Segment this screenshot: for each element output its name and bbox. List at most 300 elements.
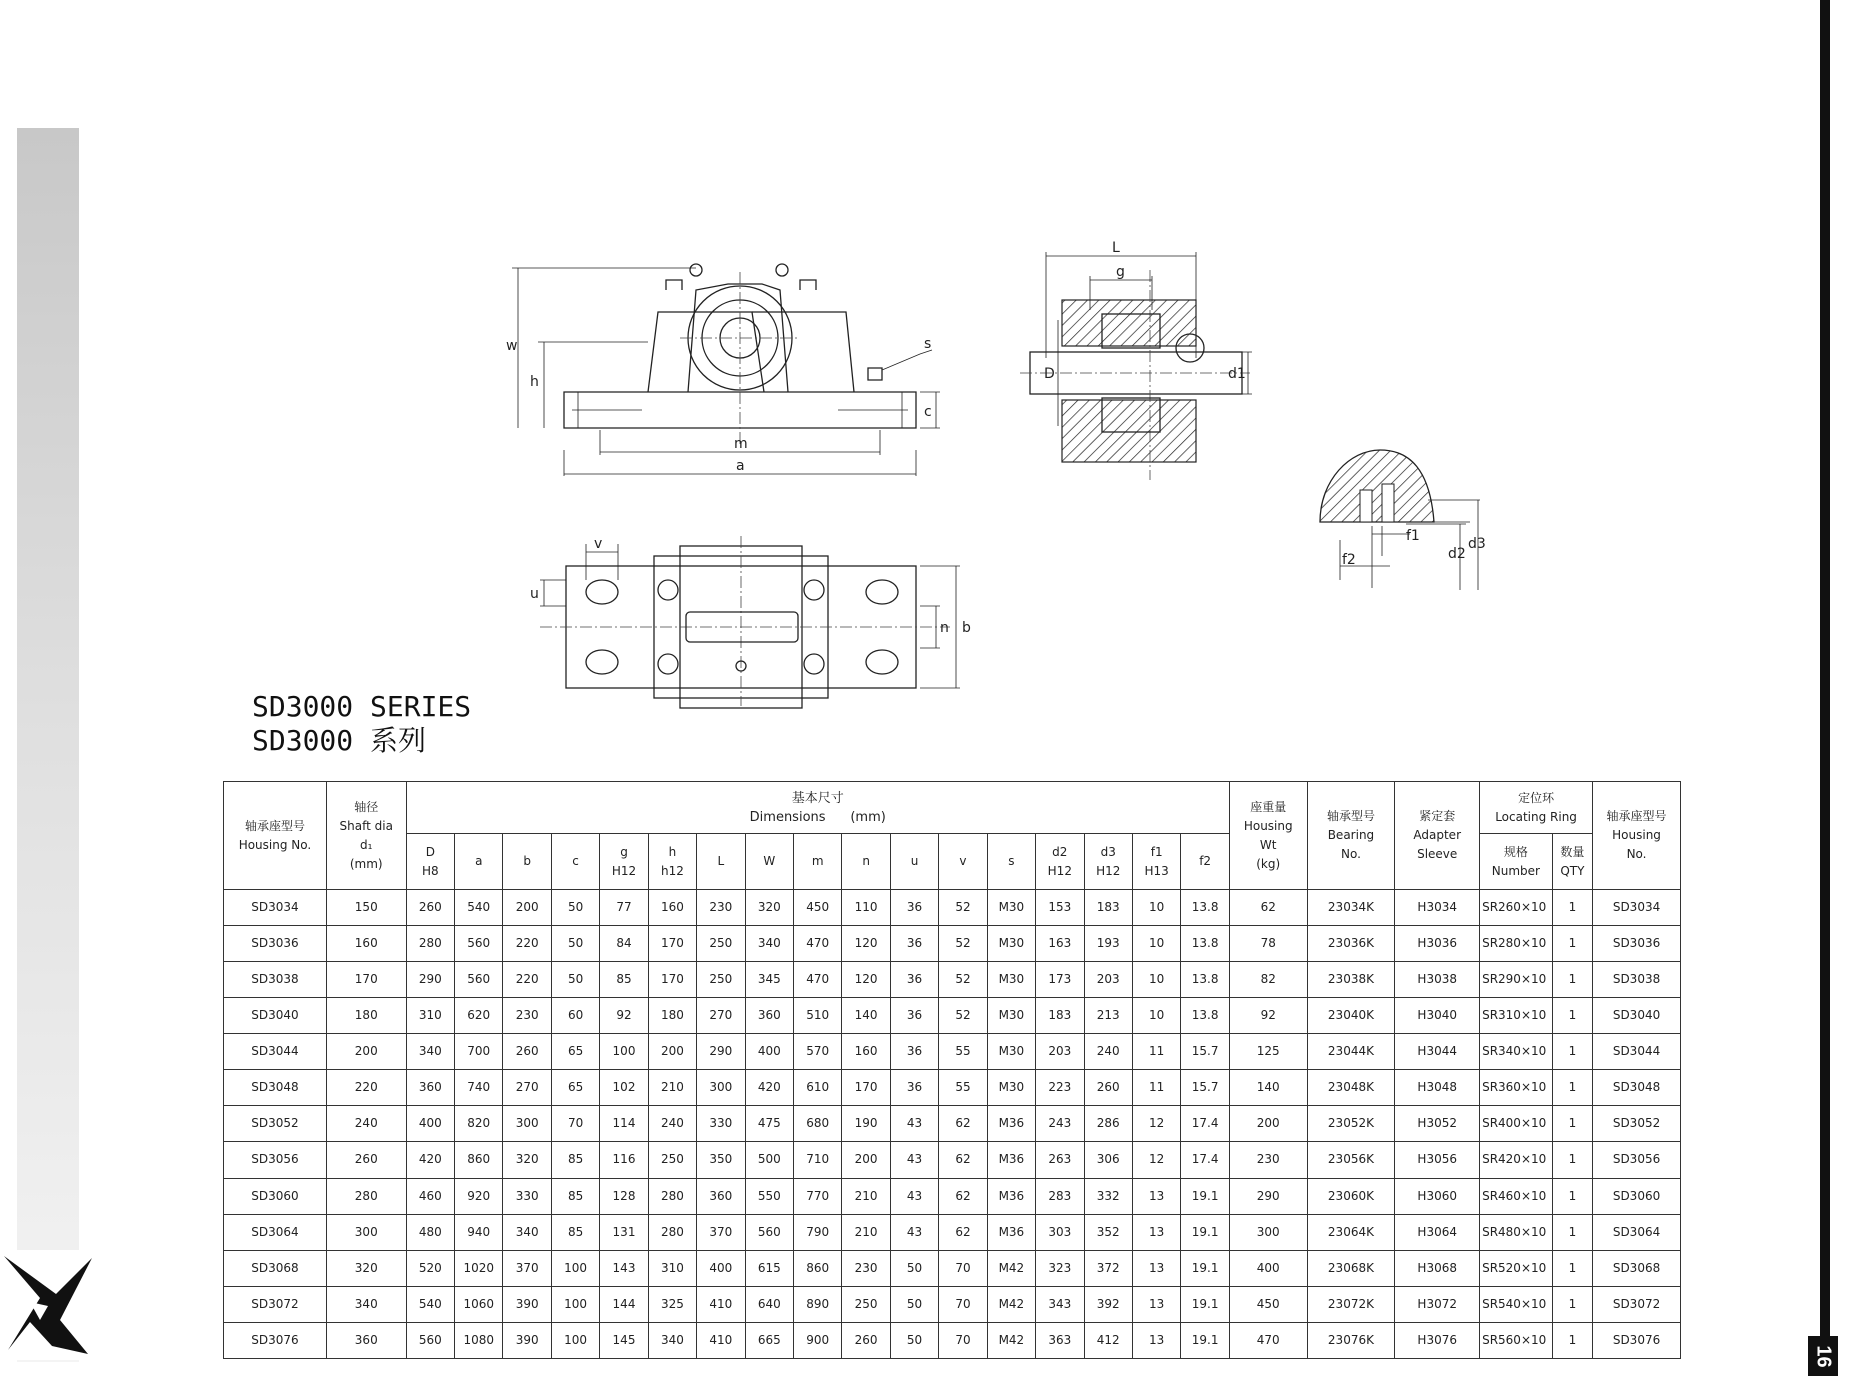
table-cell: 62 xyxy=(939,1178,987,1214)
table-cell: 290 xyxy=(1229,1178,1307,1214)
table-cell: 560 xyxy=(745,1214,793,1250)
table-cell: 290 xyxy=(406,962,454,998)
table-cell: SD3060 xyxy=(224,1178,327,1214)
table-cell: 250 xyxy=(648,1142,696,1178)
header-dim-l: L xyxy=(697,834,745,890)
table-cell: 220 xyxy=(326,1070,406,1106)
table-cell: SD3044 xyxy=(1593,1034,1681,1070)
dim-label-f1: f1 xyxy=(1406,528,1420,544)
table-cell: 1 xyxy=(1552,1250,1592,1286)
table-cell: 120 xyxy=(842,926,890,962)
table-cell: 13 xyxy=(1132,1322,1180,1358)
table-cell: 330 xyxy=(503,1178,551,1214)
table-cell: H3072 xyxy=(1395,1286,1480,1322)
table-cell: M30 xyxy=(987,890,1035,926)
table-cell: 900 xyxy=(793,1322,841,1358)
table-cell: 200 xyxy=(326,1034,406,1070)
table-cell: 23064K xyxy=(1307,1214,1395,1250)
table-cell: 230 xyxy=(697,890,745,926)
table-cell: 200 xyxy=(1229,1106,1307,1142)
dim-label-h: h xyxy=(530,374,539,390)
table-cell: 62 xyxy=(939,1142,987,1178)
table-cell: 220 xyxy=(503,962,551,998)
table-cell: 1 xyxy=(1552,1178,1592,1214)
table-cell: 120 xyxy=(842,962,890,998)
series-title-en: SD3000 SERIES xyxy=(252,690,472,723)
table-cell: 665 xyxy=(745,1322,793,1358)
table-cell: 230 xyxy=(503,998,551,1034)
table-cell: SD3068 xyxy=(224,1250,327,1286)
table-cell: 36 xyxy=(890,1034,938,1070)
table-cell: SD3056 xyxy=(224,1142,327,1178)
table-cell: SD3038 xyxy=(1593,962,1681,998)
table-cell: 13.8 xyxy=(1181,926,1230,962)
table-cell: 310 xyxy=(406,998,454,1034)
table-cell: 352 xyxy=(1084,1214,1132,1250)
table-cell: 15.7 xyxy=(1181,1070,1230,1106)
table-cell: 163 xyxy=(1036,926,1084,962)
table-cell: 143 xyxy=(600,1250,648,1286)
table-cell: 340 xyxy=(326,1286,406,1322)
table-cell: 170 xyxy=(842,1070,890,1106)
table-cell: 23038K xyxy=(1307,962,1395,998)
dim-label-b: b xyxy=(962,620,971,636)
table-cell: 570 xyxy=(793,1034,841,1070)
table-cell: 52 xyxy=(939,998,987,1034)
table-cell: 85 xyxy=(600,962,648,998)
table-cell: SD3060 xyxy=(1593,1178,1681,1214)
table-cell: 790 xyxy=(793,1214,841,1250)
table-cell: SR400×10 xyxy=(1480,1106,1553,1142)
table-cell: 13 xyxy=(1132,1250,1180,1286)
table-cell: 55 xyxy=(939,1070,987,1106)
table-cell: 363 xyxy=(1036,1322,1084,1358)
table-cell: 70 xyxy=(551,1106,599,1142)
table-cell: 12 xyxy=(1132,1142,1180,1178)
header-dimensions: 基本尺寸 Dimensions (mm) xyxy=(406,782,1229,834)
table-cell: 450 xyxy=(1229,1286,1307,1322)
table-cell: SD3072 xyxy=(1593,1286,1681,1322)
front-view-drawing xyxy=(500,250,940,490)
header-dim-f2: f2 xyxy=(1181,834,1230,890)
table-cell: 283 xyxy=(1036,1178,1084,1214)
table-cell: 392 xyxy=(1084,1286,1132,1322)
table-cell: 250 xyxy=(842,1286,890,1322)
header-dim-g: g H12 xyxy=(600,834,648,890)
plan-view-drawing xyxy=(530,530,990,710)
table-cell: 62 xyxy=(939,1106,987,1142)
table-cell: 50 xyxy=(890,1286,938,1322)
table-cell: SD3052 xyxy=(1593,1106,1681,1142)
table-cell: 520 xyxy=(406,1250,454,1286)
table-cell: 1 xyxy=(1552,962,1592,998)
table-cell: 36 xyxy=(890,1070,938,1106)
table-cell: 1080 xyxy=(455,1322,503,1358)
table-cell: 320 xyxy=(326,1250,406,1286)
table-cell: 50 xyxy=(890,1250,938,1286)
table-cell: 62 xyxy=(939,1214,987,1250)
table-cell: SD3064 xyxy=(224,1214,327,1250)
header-adapter-sleeve: 紧定套 Adapter Sleeve xyxy=(1395,782,1480,890)
dim-label-g: g xyxy=(1116,264,1125,280)
table-cell: SD3048 xyxy=(1593,1070,1681,1106)
table-cell: 615 xyxy=(745,1250,793,1286)
table-cell: 470 xyxy=(1229,1322,1307,1358)
table-cell: H3068 xyxy=(1395,1250,1480,1286)
table-cell: 65 xyxy=(551,1070,599,1106)
table-cell: 23048K xyxy=(1307,1070,1395,1106)
table-cell: 540 xyxy=(455,890,503,926)
dim-label-D: D xyxy=(1044,366,1055,382)
table-cell: 330 xyxy=(697,1106,745,1142)
table-cell: 19.1 xyxy=(1181,1178,1230,1214)
dim-label-a: a xyxy=(736,458,745,474)
table-cell: 320 xyxy=(503,1142,551,1178)
table-cell: SR480×10 xyxy=(1480,1214,1553,1250)
table-cell: 240 xyxy=(326,1106,406,1142)
table-row xyxy=(224,1286,1681,1322)
table-cell: 43 xyxy=(890,1142,938,1178)
table-cell: 23036K xyxy=(1307,926,1395,962)
table-cell: 510 xyxy=(793,998,841,1034)
table-cell: 92 xyxy=(600,998,648,1034)
table-cell: 128 xyxy=(600,1178,648,1214)
header-shaft-dia: 轴径 Shaft dia d₁ (mm) xyxy=(326,782,406,890)
table-cell: 890 xyxy=(793,1286,841,1322)
table-cell: SR420×10 xyxy=(1480,1142,1553,1178)
table-cell: 770 xyxy=(793,1178,841,1214)
table-cell: 400 xyxy=(697,1250,745,1286)
table-cell: 345 xyxy=(745,962,793,998)
table-cell: H3036 xyxy=(1395,926,1480,962)
table-cell: 860 xyxy=(793,1250,841,1286)
table-cell: 17.4 xyxy=(1181,1142,1230,1178)
table-cell: 11 xyxy=(1132,1070,1180,1106)
table-cell: 306 xyxy=(1084,1142,1132,1178)
table-cell: 210 xyxy=(842,1214,890,1250)
table-cell: 560 xyxy=(455,926,503,962)
table-cell: 230 xyxy=(842,1250,890,1286)
table-cell: 300 xyxy=(326,1214,406,1250)
header-dim-d3: d3 H12 xyxy=(1084,834,1132,890)
table-cell: 210 xyxy=(648,1070,696,1106)
table-cell: 940 xyxy=(455,1214,503,1250)
table-cell: 17.4 xyxy=(1181,1106,1230,1142)
table-cell: 1 xyxy=(1552,1034,1592,1070)
table-cell: 60 xyxy=(551,998,599,1034)
table-cell: 190 xyxy=(842,1106,890,1142)
table-cell: H3038 xyxy=(1395,962,1480,998)
table-cell: 183 xyxy=(1084,890,1132,926)
header-dim-h: h h12 xyxy=(648,834,696,890)
table-cell: 1 xyxy=(1552,890,1592,926)
table-cell: 360 xyxy=(745,998,793,1034)
table-cell: 116 xyxy=(600,1142,648,1178)
dim-label-u: u xyxy=(530,586,539,602)
table-cell: 23040K xyxy=(1307,998,1395,1034)
header-locating-ring: 定位环 Locating Ring xyxy=(1480,782,1593,834)
table-cell: 1 xyxy=(1552,1214,1592,1250)
table-cell: 550 xyxy=(745,1178,793,1214)
table-cell: 180 xyxy=(648,998,696,1034)
table-cell: 78 xyxy=(1229,926,1307,962)
table-cell: 400 xyxy=(1229,1250,1307,1286)
table-cell: 52 xyxy=(939,926,987,962)
table-cell: 412 xyxy=(1084,1322,1132,1358)
table-cell: 85 xyxy=(551,1214,599,1250)
table-cell: 19.1 xyxy=(1181,1286,1230,1322)
table-cell: 50 xyxy=(551,926,599,962)
header-housing-weight: 座重量 Housing Wt (kg) xyxy=(1229,782,1307,890)
table-cell: 85 xyxy=(551,1178,599,1214)
header-dim-n: n xyxy=(842,834,890,890)
table-cell: 480 xyxy=(406,1214,454,1250)
table-cell: 470 xyxy=(793,926,841,962)
table-cell: 280 xyxy=(648,1214,696,1250)
table-cell: SR260×10 xyxy=(1480,890,1553,926)
table-cell: SD3040 xyxy=(224,998,327,1034)
brand-logo-icon xyxy=(0,1250,95,1360)
table-cell: 303 xyxy=(1036,1214,1084,1250)
table-cell: 160 xyxy=(326,926,406,962)
table-cell: 36 xyxy=(890,926,938,962)
table-cell: SD3048 xyxy=(224,1070,327,1106)
table-cell: 10 xyxy=(1132,962,1180,998)
header-dim-v: v xyxy=(939,834,987,890)
table-row xyxy=(224,1250,1681,1286)
table-cell: 13 xyxy=(1132,1178,1180,1214)
table-cell: 260 xyxy=(842,1322,890,1358)
table-row xyxy=(224,1034,1681,1070)
table-row xyxy=(224,962,1681,998)
table-cell: 13.8 xyxy=(1181,998,1230,1034)
table-cell: 223 xyxy=(1036,1070,1084,1106)
table-cell: 145 xyxy=(600,1322,648,1358)
table-cell: 65 xyxy=(551,1034,599,1070)
table-cell: 340 xyxy=(745,926,793,962)
table-cell: 13.8 xyxy=(1181,890,1230,926)
table-cell: 1 xyxy=(1552,926,1592,962)
table-cell: SD3036 xyxy=(224,926,327,962)
table-cell: 270 xyxy=(503,1070,551,1106)
table-cell: 23052K xyxy=(1307,1106,1395,1142)
table-cell: 220 xyxy=(503,926,551,962)
table-cell: 560 xyxy=(455,962,503,998)
table-cell: 680 xyxy=(793,1106,841,1142)
table-cell: SR520×10 xyxy=(1480,1250,1553,1286)
table-cell: 180 xyxy=(326,998,406,1034)
table-cell: SD3056 xyxy=(1593,1142,1681,1178)
header-housing-no-right: 轴承座型号 Housing No. xyxy=(1593,782,1681,890)
table-cell: 102 xyxy=(600,1070,648,1106)
table-cell: 270 xyxy=(697,998,745,1034)
table-cell: 390 xyxy=(503,1322,551,1358)
table-cell: 372 xyxy=(1084,1250,1132,1286)
header-dim-m: m xyxy=(793,834,841,890)
table-cell: 52 xyxy=(939,890,987,926)
table-cell: 240 xyxy=(1084,1034,1132,1070)
header-bearing-no: 轴承型号 Bearing No. xyxy=(1307,782,1395,890)
table-cell: SR360×10 xyxy=(1480,1070,1553,1106)
dim-label-w: w xyxy=(506,338,518,354)
header-dim-u: u xyxy=(890,834,938,890)
table-cell: 150 xyxy=(326,890,406,926)
table-cell: 13 xyxy=(1132,1286,1180,1322)
table-cell: 300 xyxy=(503,1106,551,1142)
table-cell: 50 xyxy=(551,962,599,998)
table-cell: 920 xyxy=(455,1178,503,1214)
table-cell: 43 xyxy=(890,1106,938,1142)
table-cell: 243 xyxy=(1036,1106,1084,1142)
table-cell: 280 xyxy=(648,1178,696,1214)
table-cell: SD3036 xyxy=(1593,926,1681,962)
table-cell: 213 xyxy=(1084,998,1132,1034)
table-cell: M30 xyxy=(987,1070,1035,1106)
sidebar-band xyxy=(17,128,79,1362)
table-row xyxy=(224,1142,1681,1178)
table-cell: 470 xyxy=(793,962,841,998)
table-cell: 1060 xyxy=(455,1286,503,1322)
series-title xyxy=(252,690,471,758)
header-ring-number: 规格 Number xyxy=(1480,834,1553,890)
table-cell: 390 xyxy=(503,1286,551,1322)
table-cell: M36 xyxy=(987,1178,1035,1214)
table-cell: 77 xyxy=(600,890,648,926)
table-cell: 23056K xyxy=(1307,1142,1395,1178)
table-cell: 332 xyxy=(1084,1178,1132,1214)
header-dim-d2: d2 H12 xyxy=(1036,834,1084,890)
table-cell: 420 xyxy=(406,1142,454,1178)
table-cell: 320 xyxy=(745,890,793,926)
table-cell: SD3076 xyxy=(1593,1322,1681,1358)
spec-table xyxy=(223,781,1681,1359)
table-cell: 43 xyxy=(890,1214,938,1250)
table-cell: 260 xyxy=(1084,1070,1132,1106)
table-cell: 340 xyxy=(503,1214,551,1250)
table-cell: 12 xyxy=(1132,1106,1180,1142)
dim-label-s: s xyxy=(924,336,932,352)
table-cell: 286 xyxy=(1084,1106,1132,1142)
table-cell: 860 xyxy=(455,1142,503,1178)
table-cell: 43 xyxy=(890,1178,938,1214)
table-cell: 1 xyxy=(1552,1070,1592,1106)
table-cell: 160 xyxy=(842,1034,890,1070)
table-cell: 55 xyxy=(939,1034,987,1070)
table-cell: 36 xyxy=(890,998,938,1034)
table-cell: 170 xyxy=(648,962,696,998)
table-cell: 131 xyxy=(600,1214,648,1250)
table-cell: 1 xyxy=(1552,1322,1592,1358)
table-cell: 500 xyxy=(745,1142,793,1178)
table-cell: 700 xyxy=(455,1034,503,1070)
table-cell: 450 xyxy=(793,890,841,926)
table-cell: 370 xyxy=(503,1250,551,1286)
table-cell: 10 xyxy=(1132,890,1180,926)
table-cell: 610 xyxy=(793,1070,841,1106)
table-cell: 820 xyxy=(455,1106,503,1142)
table-cell: 200 xyxy=(842,1142,890,1178)
table-cell: 410 xyxy=(697,1322,745,1358)
table-cell: SD3052 xyxy=(224,1106,327,1142)
table-cell: 19.1 xyxy=(1181,1214,1230,1250)
table-cell: 203 xyxy=(1084,962,1132,998)
table-cell: 170 xyxy=(648,926,696,962)
dim-label-n: n xyxy=(940,620,949,636)
table-cell: 1 xyxy=(1552,1106,1592,1142)
table-cell: M42 xyxy=(987,1322,1035,1358)
table-cell: SD3072 xyxy=(224,1286,327,1322)
series-title-zh: SD3000 系列 xyxy=(252,724,427,757)
table-cell: 1 xyxy=(1552,1142,1592,1178)
table-cell: SR460×10 xyxy=(1480,1178,1553,1214)
dim-label-f2: f2 xyxy=(1342,552,1356,568)
table-cell: 52 xyxy=(939,962,987,998)
table-cell: 70 xyxy=(939,1286,987,1322)
table-cell: 343 xyxy=(1036,1286,1084,1322)
table-cell: H3060 xyxy=(1395,1178,1480,1214)
table-row xyxy=(224,1106,1681,1142)
table-cell: 62 xyxy=(1229,890,1307,926)
table-cell: 10 xyxy=(1132,998,1180,1034)
table-cell: H3052 xyxy=(1395,1106,1480,1142)
table-cell: M36 xyxy=(987,1106,1035,1142)
table-cell: 250 xyxy=(697,962,745,998)
table-cell: 193 xyxy=(1084,926,1132,962)
table-cell: 100 xyxy=(551,1322,599,1358)
table-cell: SD3040 xyxy=(1593,998,1681,1034)
table-cell: 360 xyxy=(697,1178,745,1214)
table-cell: 173 xyxy=(1036,962,1084,998)
table-cell: M36 xyxy=(987,1214,1035,1250)
table-cell: 70 xyxy=(939,1250,987,1286)
table-cell: 92 xyxy=(1229,998,1307,1034)
table-cell: 11 xyxy=(1132,1034,1180,1070)
table-cell: 323 xyxy=(1036,1250,1084,1286)
table-cell: 230 xyxy=(1229,1142,1307,1178)
table-cell: 36 xyxy=(890,890,938,926)
header-dim-w: W xyxy=(745,834,793,890)
table-row xyxy=(224,1322,1681,1358)
table-cell: 540 xyxy=(406,1286,454,1322)
table-cell: SR540×10 xyxy=(1480,1286,1553,1322)
table-cell: 19.1 xyxy=(1181,1322,1230,1358)
table-cell: 310 xyxy=(648,1250,696,1286)
table-cell: 23068K xyxy=(1307,1250,1395,1286)
table-cell: 290 xyxy=(697,1034,745,1070)
table-cell: 110 xyxy=(842,890,890,926)
header-dim-a: a xyxy=(455,834,503,890)
table-cell: 85 xyxy=(551,1142,599,1178)
table-cell: 1 xyxy=(1552,1286,1592,1322)
dim-label-c: c xyxy=(924,404,932,420)
table-cell: 140 xyxy=(842,998,890,1034)
table-row xyxy=(224,1070,1681,1106)
table-cell: H3044 xyxy=(1395,1034,1480,1070)
table-cell: M30 xyxy=(987,1034,1035,1070)
table-cell: 280 xyxy=(326,1178,406,1214)
header-dim-s: s xyxy=(987,834,1035,890)
table-cell: H3034 xyxy=(1395,890,1480,926)
table-cell: 50 xyxy=(551,890,599,926)
table-cell: 70 xyxy=(939,1322,987,1358)
table-cell: 125 xyxy=(1229,1034,1307,1070)
table-cell: SD3038 xyxy=(224,962,327,998)
side-section-drawing xyxy=(1000,240,1260,490)
table-cell: 100 xyxy=(551,1250,599,1286)
dim-label-d3: d3 xyxy=(1468,536,1486,552)
table-cell: 13 xyxy=(1132,1214,1180,1250)
table-cell: SR280×10 xyxy=(1480,926,1553,962)
